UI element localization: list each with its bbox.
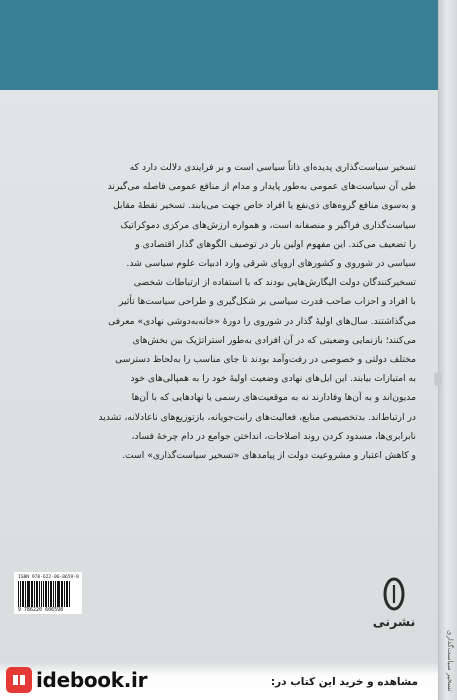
barcode-bar [23, 581, 24, 607]
barcode-number: 9 786220 606598 [18, 607, 64, 613]
barcode-bar [48, 581, 49, 607]
barcode-bar [28, 581, 30, 607]
publisher-name: نشرنی [372, 614, 416, 629]
barcode-bar [57, 581, 58, 607]
barcode-bar [67, 581, 68, 607]
blurb-line: طی آن سیاست‌های عمومی به‌طور پایدار و مدام از منافع عمومی فاصله می‌گیرند [107, 181, 416, 193]
barcode-bar [64, 581, 65, 607]
spine-notch [434, 372, 442, 386]
barcode-bar [50, 581, 51, 607]
blurb-line: و کاهش اعتبار و مشروعیت دولت از پیامدهای «تسخیر سیاست‌گذاری» است. [122, 450, 416, 462]
blurb-line: در ارتباط‌اند. بدتخصیصی منابع، فعالیت‌های رانت‌جویانه، بازتوزیع‌های ناعادلانه، تشدید [98, 411, 416, 423]
barcode-bar [69, 581, 70, 607]
barcode-bar [31, 581, 32, 607]
barcode-bar [62, 581, 63, 607]
book-icon [6, 667, 32, 693]
barcode-bar [51, 581, 52, 607]
isbn-label: ISBN 978-622-06-0659-8 [18, 575, 79, 580]
watermark-banner [0, 662, 438, 700]
blurb-line: می‌گذاشتند. سال‌های اولیهٔ گذار در شوروی را دورهٔ «خانه‌به‌دوشی نهادی» معرفی [108, 315, 416, 327]
barcode-bar [45, 581, 46, 607]
blurb-line: می‌کنند؛ بازنمایی وضعیتی که در آن افرادی به‌طور استراتژیک بین بخش‌های [132, 334, 416, 346]
barcode-bar [25, 581, 26, 607]
barcode-bar [36, 581, 37, 607]
barcode-bar [46, 581, 47, 607]
spine-title: تسخیر سیاست‌گذاری [446, 630, 454, 692]
blurb-line: تسخیرکنندگان دولت الیگارش‌هایی بودند که با استفاده از ارتباطات شخصی [133, 277, 416, 289]
blurb-line: نابرابری‌ها، مسدود کردن روند اصلاحات، انداختن جوامع در دام چرخهٔ فساد، [131, 430, 416, 442]
blurb-line: را تضعیف می‌کند. این مفهوم اولین بار در توصیف الگوهای گذار اقتصادی و [135, 238, 416, 250]
barcode-bar [53, 581, 54, 607]
barcode-bar [37, 581, 38, 607]
barcode-bars [18, 581, 78, 607]
barcode-bar [66, 581, 67, 607]
barcode-bar [55, 581, 56, 607]
blurb-line: مدیون‌اند و به آن‌ها وفادارند نه به موقعیت‌های رسمی یا نهادهایی که با آن‌ها [131, 392, 416, 404]
barcode-bar [27, 581, 28, 607]
watermark-promo-text: مشاهده و خرید این کتاب در: [270, 676, 418, 688]
barcode-bar [32, 581, 33, 607]
barcode-bar [39, 581, 40, 607]
watermark-brand[interactable] [6, 666, 147, 694]
barcode-bar [43, 581, 44, 607]
blurb-line: تسخیر سیاست‌گذاری پدیده‌ای ذاتاً سیاسی است و بر فرایندی دلالت دارد که [129, 162, 416, 173]
barcode-bar [41, 581, 43, 607]
barcode-bar [58, 581, 60, 607]
barcode-bar [22, 581, 23, 607]
watermark-brand-text: idebook.ir [36, 668, 148, 692]
isbn-barcode [14, 572, 82, 614]
barcode-bar [18, 581, 19, 607]
blurb-line: به امتیازات بیابند. این ایل‌های نهادی وضعیت اولیهٔ خود را به همپالی‌های خود [130, 373, 416, 385]
cover-top-band [0, 0, 438, 90]
barcode-bar [20, 581, 21, 607]
blurb-line: و به‌سوی منافع گروه‌های ذی‌نفع یا افراد خاص جهت می‌یابند. تسخیر نقطهٔ مقابل [113, 200, 416, 212]
barcode-bar [34, 581, 35, 607]
barcode-bar [61, 581, 62, 607]
blurb-text [22, 158, 416, 465]
blurb-line: با افراد و احزاب صاحب قدرت سیاسی بر شکل‌گیری و طراحی سیاست‌ها تأثیر [118, 296, 416, 308]
blurb-line: سیاست‌گذاری فراگیر و منصفانه است، و همواره ارزش‌های مرکزی دموکراتیک [120, 219, 416, 231]
blurb-line: سیاسی در شوروی و کشورهای اروپای شرقی وارد ادبیات علوم سیاسی شد. [126, 258, 416, 270]
reed-logo-icon [377, 577, 411, 611]
publisher-logo [368, 577, 420, 629]
blurb-line: مختلف دولتی و خصوصی در رفت‌وآمد بودند تا جای مناسب را به‌لحاظ دسترسی [115, 354, 416, 366]
